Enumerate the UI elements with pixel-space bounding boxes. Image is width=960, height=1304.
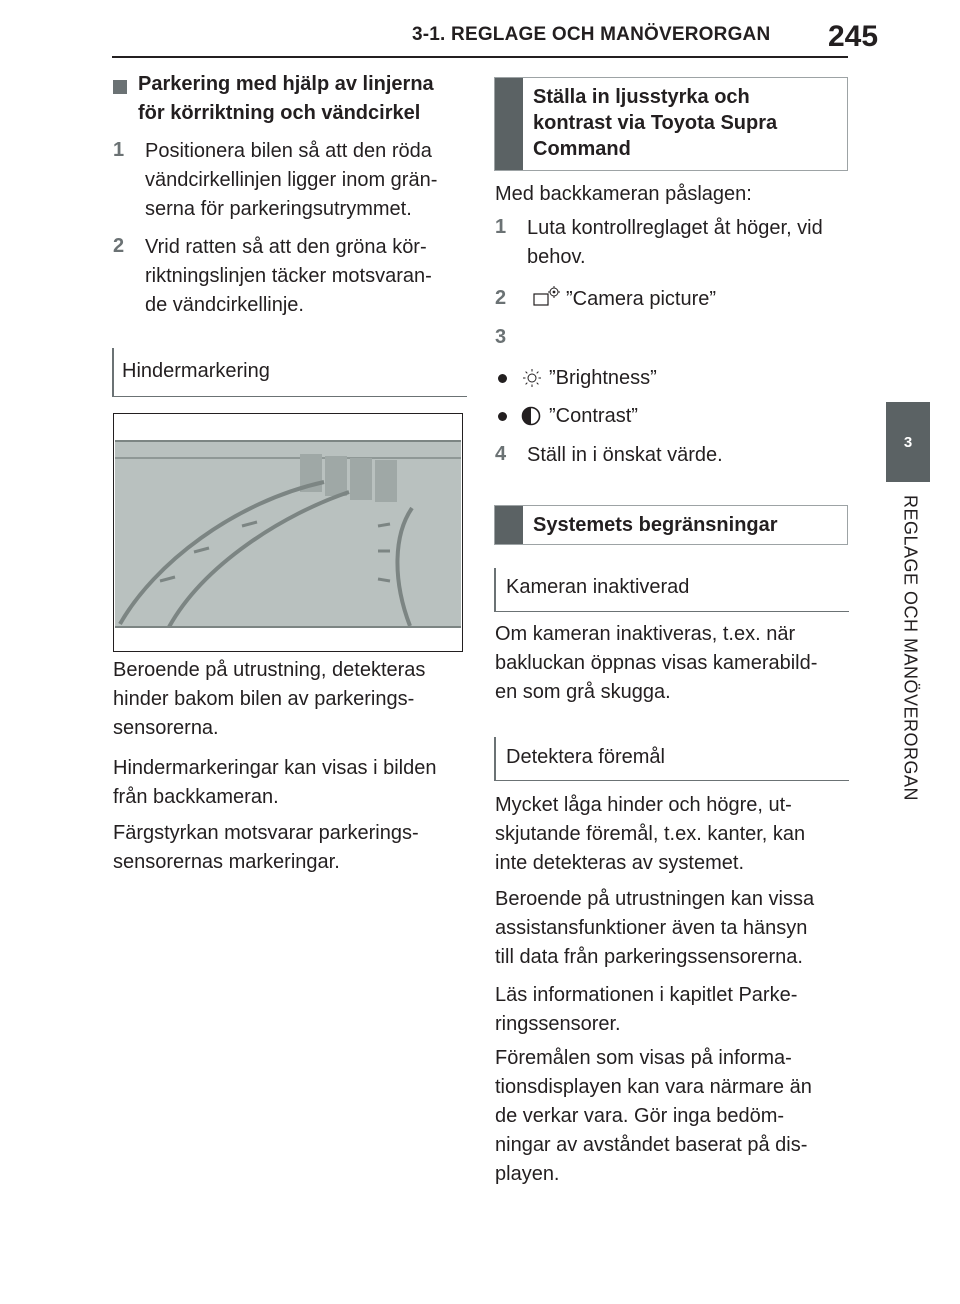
chapter-tab (886, 402, 930, 482)
step-text: Ställ in i önskat värde. (527, 444, 723, 466)
subheading: Detektera föremål (506, 746, 665, 768)
intro-text: Med backkameran påslagen: (495, 183, 752, 205)
step-number: 2 (113, 235, 125, 257)
contrast-icon (520, 405, 542, 432)
step-text: Vrid ratten så att den gröna kör- riktningslinjen täcker motsvaran- de vändcirkellinje. (145, 236, 432, 316)
section-box-title: Ställa in ljusstyrka och kontrast via Toyota Supra Command (533, 86, 778, 160)
heading-square-icon (113, 80, 127, 94)
header-rule (112, 56, 848, 58)
subheading-box (112, 348, 467, 397)
step-number: 3 (495, 326, 507, 348)
paragraph: Läs informationen i kapitlet Parke- ringssensorer. (495, 984, 798, 1035)
subheading-box (494, 568, 849, 612)
section-box (494, 505, 848, 545)
step-text: Positionera bilen så att den röda vändcirkellinjen ligger inom grän- serna för parkeringsutrymmet. (145, 140, 438, 220)
camera-view-image (114, 414, 462, 651)
subheading: Hindermarkering (122, 360, 270, 382)
chapter-label: REGLAGE OCH MANÖVERORGAN (900, 495, 921, 802)
paragraph: Beroende på utrustning, detekteras hinder bakom bilen av parkerings- sensorerna. (113, 659, 426, 739)
subheading-box (494, 737, 849, 781)
step-number: 2 (495, 287, 507, 309)
section-box (494, 77, 848, 171)
section-heading: Parkering med hjälp av linjerna för körriktning och vändcirkel (138, 73, 434, 124)
paragraph: Beroende på utrustningen kan vissa assistansfunktioner även ta hänsyn till data från parkeringssensorerna. (495, 888, 815, 968)
paragraph: Hindermarkeringar kan visas i bilden från backkameran. (113, 757, 437, 808)
step-text: ”Camera picture” (566, 288, 717, 310)
camera-settings-icon (530, 284, 562, 317)
section-box-title: Systemets begränsningar (533, 514, 778, 536)
bullet-icon (498, 412, 507, 421)
section-title: 3-1. REGLAGE OCH MANÖVERORGAN (412, 24, 771, 45)
paragraph: Föremålen som visas på informa- tionsdisplayen kan vara närmare än de verkar vara. Gör inga bedöm- ningar av avståndet baserat på dis- playen. (495, 1047, 812, 1185)
section-box-bar (495, 506, 523, 544)
page-number: 245 (828, 20, 879, 53)
rear-camera-illustration (113, 413, 463, 652)
chapter-number: 3 (903, 433, 913, 451)
step-text: Luta kontrollreglaget åt höger, vid behov. (527, 217, 823, 268)
sun-icon (520, 366, 544, 395)
step-number: 1 (113, 139, 125, 161)
section-box-bar (495, 78, 523, 170)
paragraph: Mycket låga hinder och högre, ut- skjutande föremål, t.ex. kanter, kan inte detekteras av systemet. (495, 794, 806, 874)
paragraph: Om kameran inaktiveras, t.ex. när bakluckan öppnas visas kamerabild- en som grå skugga. (495, 623, 818, 703)
bullet-icon (498, 374, 507, 383)
step-number: 1 (495, 216, 507, 238)
subheading: Kameran inaktiverad (506, 576, 690, 598)
bullet-text: ”Brightness” (549, 367, 657, 389)
step-number: 4 (495, 443, 507, 465)
paragraph: Färgstyrkan motsvarar parkerings- sensorernas markeringar. (113, 822, 419, 873)
bullet-text: ”Contrast” (549, 405, 638, 427)
